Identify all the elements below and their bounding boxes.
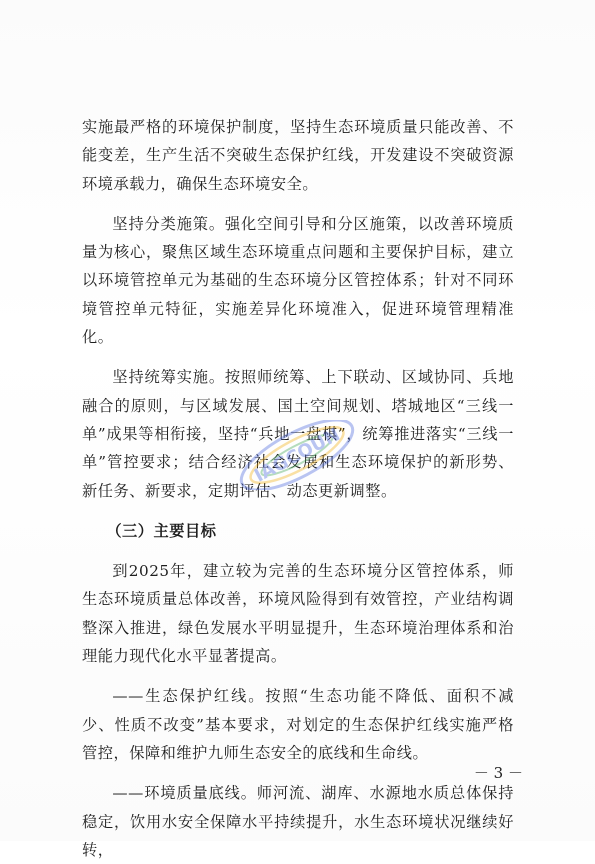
paragraph-gap (82, 198, 514, 210)
paragraph-gap (82, 505, 514, 517)
paragraph-gap (82, 670, 514, 682)
paragraph-gap (82, 351, 514, 363)
paragraph-gap (82, 767, 514, 779)
document-body (82, 113, 514, 864)
paragraph-ecological-red-line: ——生态保护红线。按照“生态功能不降低、面积不减少、性质不改变”基本要求，对划定的生态保护红线实施严格管控，保障和维护九师生态安全的底线和生命线。 (82, 687, 514, 762)
paragraph-environmental-quality-baseline: ——环境质量底线。师河流、湖库、水源地水质总体保持稳定，饮用水安全保障水平持续提升，水生态环境状况继续好转， (82, 784, 514, 859)
paragraph-principle-classified: 坚持分类施策。强化空间引导和分区施策，以改善环境质量为核心，聚焦区域生态环境重点问题和主要保护目标，建立以环境管控单元为基础的生态环境分区管控体系；针对不同环境管控单元特征，实施差异化环境准入，促进环境管理精准化。 (82, 214, 514, 347)
paragraph-gap (82, 545, 514, 557)
page-number: － 3 － (473, 764, 523, 782)
section-heading-main-goals: （三）主要目标 (106, 521, 217, 540)
svg-text:IAGCOUN: IAGCOUN (250, 424, 344, 487)
paragraph-principle-coordinated: 坚持统筹实施。按照师统筹、上下联动、区域协同、兵地融合的原则，与区域发展、国土空间规划、塔城地区“三线一单”成果等相衔接，坚持“兵地一盘棋”，统筹推进落实“三线一单”管控要求；结合经济社会发展和生态环境保护的新形势、新任务、新要求，定期评估、动态更新调整。 (82, 368, 514, 500)
paragraph-goal-2025: 到2025年，建立较为完善的生态环境分区管控体系，师生态环境质量总体改善，环境风险得到有效管控，产业结构调整深入推进，绿色发展水平明显提升，生态环境治理体系和治理能力现代化水平显著提高。 (82, 562, 514, 666)
paragraph-principle-strict: 实施最严格的环境保护制度，坚持生态环境质量只能改善、不能变差，生产生活不突破生态保护红线，开发建设不突破资源环境承载力，确保生态环境安全。 (82, 118, 514, 193)
